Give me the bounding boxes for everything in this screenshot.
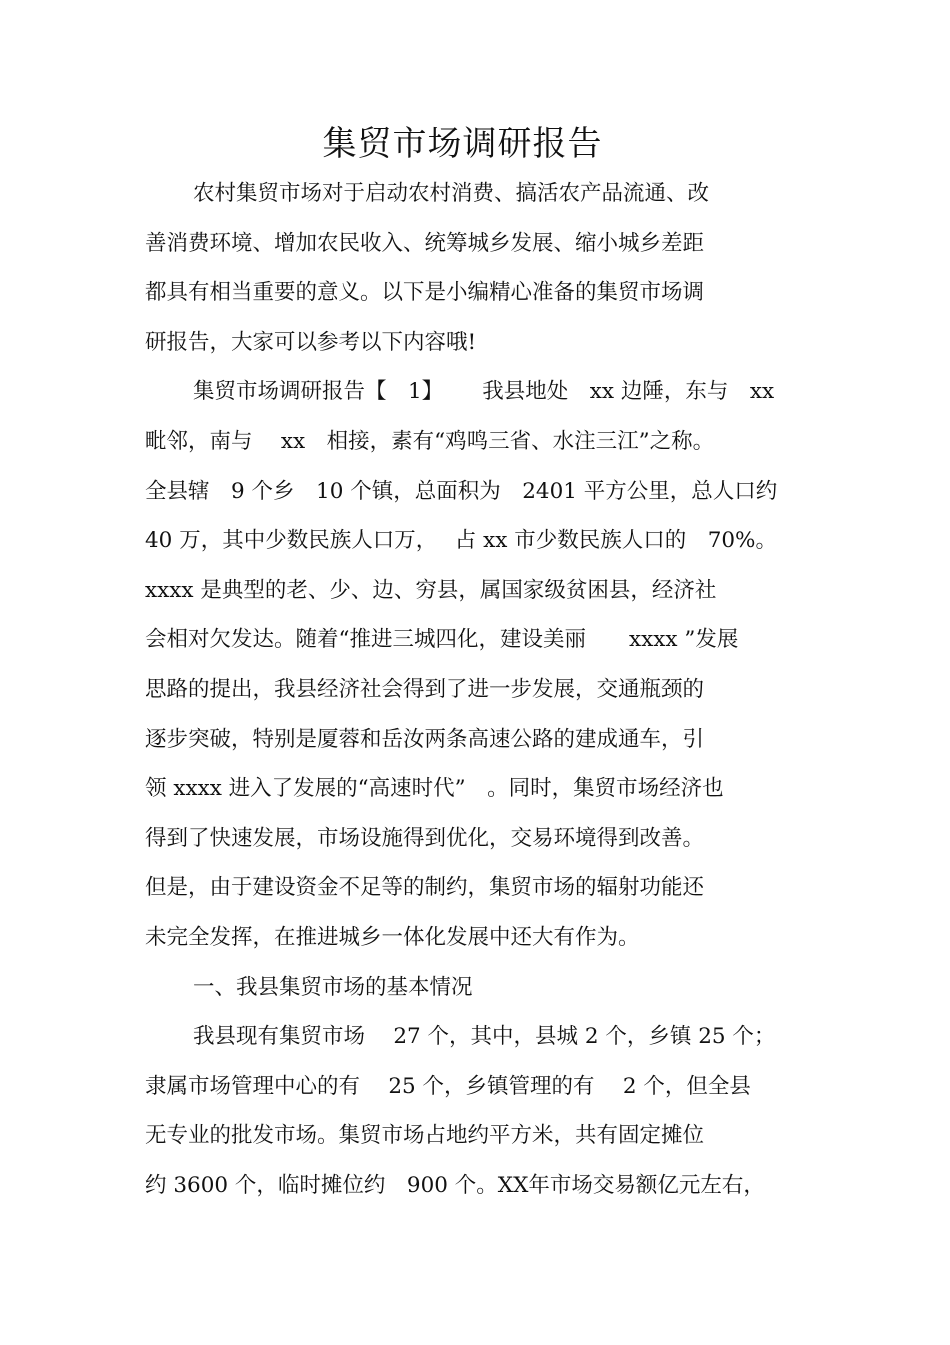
text-line: 40 万，其中少数民族人口万， 占 xx 市少数民族人口的 70%。: [145, 528, 777, 554]
text-line: 会相对欠发达。随着“推进三城四化，建设美丽 xxxx ”发展: [145, 627, 739, 653]
text-line: 未完全发挥，在推进城乡一体化发展中还大有作为。: [145, 924, 640, 950]
text-line: 都具有相当重要的意义。以下是小编精心准备的集贸市场调: [145, 280, 705, 306]
text-line: 农村集贸市场对于启动农村消费、搞活农产品流通、改: [193, 181, 710, 206]
text-line: 善消费环境、增加农民收入、统筹城乡发展、缩小城乡差距: [145, 230, 705, 256]
document-title: 集贸市场调研报告: [322, 124, 603, 164]
text-line: 逐步突破，特别是厦蓉和岳汝两条高速公路的建成通车，引: [145, 726, 705, 752]
text-line: 约 3600 个，临时摊位约 900 个。XX年市场交易额亿元左右，: [145, 1172, 765, 1198]
text-line: 毗邻，南与 xx 相接，素有“鸡鸣三省、水注三江”之称。: [145, 428, 715, 454]
text-line: 思路的提出，我县经济社会得到了进一步发展，交通瓶颈的: [145, 676, 705, 702]
text-line: xxxx 是典型的老、少、边、穷县，属国家级贫困县，经济社: [145, 577, 717, 603]
text-line: 无专业的批发市场。集贸市场占地约平方米，共有固定摊位: [145, 1123, 705, 1149]
text-line: 得到了快速发展，市场设施得到优化，交易环境得到改善。: [145, 825, 705, 851]
document-body: [145, 169, 835, 1210]
text-line: 集贸市场调研报告【 1】 我县地处 xx 边陲，东与 xx: [193, 379, 775, 405]
text-line: 一、我县集贸市场的基本情况: [193, 974, 473, 1000]
text-line: 隶属市场管理中心的有 25 个，乡镇管理的有 2 个，但全县: [145, 1073, 751, 1099]
text-line: 研报告，大家可以参考以下内容哦!: [145, 329, 477, 355]
text-line: 全县辖 9 个乡 10 个镇，总面积为 2401 平方公里，总人口约: [145, 478, 778, 504]
text-line: 领 xxxx 进入了发展的“高速时代” 。同时，集贸市场经济也: [145, 776, 724, 802]
text-line: 我县现有集贸市场 27 个，其中，县城 2 个，乡镇 25 个；: [193, 1024, 776, 1050]
text-line: 但是，由于建设资金不足等的制约，集贸市场的辐射功能还: [145, 875, 705, 901]
